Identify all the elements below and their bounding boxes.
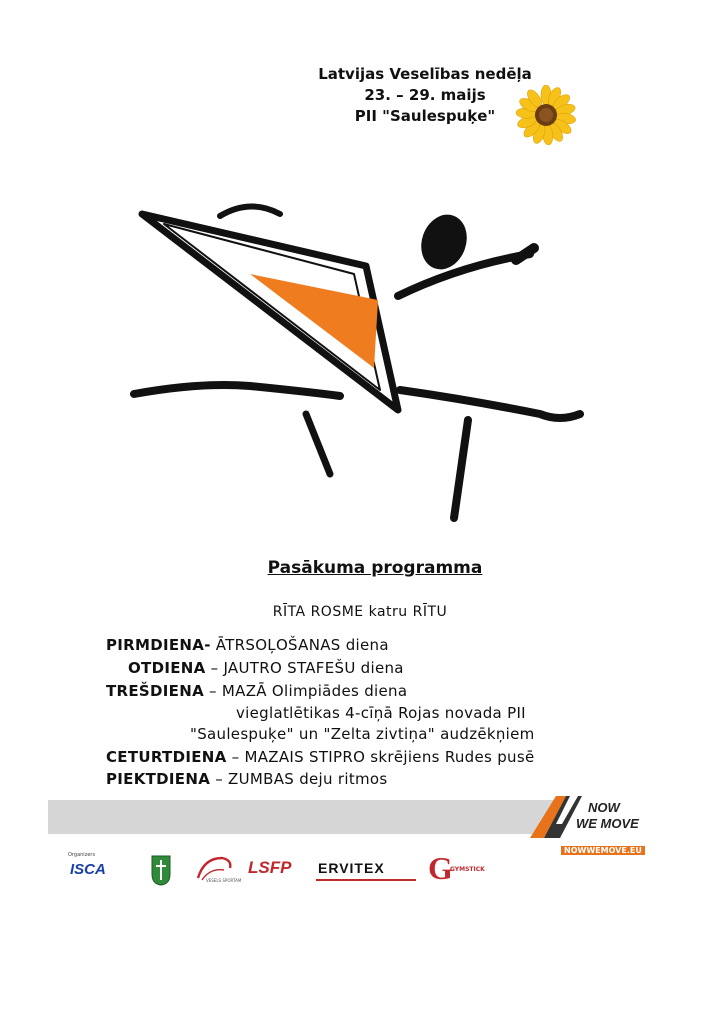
- day-activity: – ZUMBAS deju ritmos: [210, 770, 388, 788]
- sponsor-logos: [68, 852, 548, 892]
- schedule-thursday: [106, 748, 534, 766]
- schedule-monday: [106, 636, 389, 654]
- day-name: TREŠDIENA: [106, 682, 204, 700]
- day-name: CETURTDIENA: [106, 748, 227, 766]
- ervitex-logo: ERVITEX: [318, 860, 385, 876]
- sunflower-icon: [512, 85, 580, 145]
- day-name: PIRMDIENA-: [106, 636, 211, 654]
- day-activity: – MAZAIS STIPRO skrējiens Rudes pusē: [226, 748, 535, 766]
- event-dates: 23. – 29. maijs: [364, 86, 486, 104]
- campaign-line2: WE MOVE: [576, 816, 639, 831]
- organizer-label: Organizers: [68, 852, 96, 858]
- footer-banner: [48, 800, 554, 834]
- runner-logo: [130, 178, 600, 528]
- vesels-sportam-text: VESELS SPORTAM: [206, 878, 242, 883]
- program-title: Pasākuma programma: [267, 558, 483, 578]
- day-name: OTDIENA: [128, 659, 206, 677]
- morning-exercise: RĪTA ROSME katru RĪTU: [272, 604, 448, 620]
- gymstick-g-icon: G: [428, 850, 453, 886]
- schedule-friday: [106, 770, 388, 788]
- isca-logo: ISCA: [70, 861, 106, 878]
- schedule-wednesday: [106, 682, 407, 700]
- event-venue: PII "Saulespuķe": [354, 107, 496, 125]
- campaign-line1: NOW: [588, 800, 620, 815]
- gymstick-logo: GYMSTICK: [450, 866, 485, 873]
- day-activity: ĀTRSOĻOŠANAS diena: [210, 636, 389, 654]
- day-activity: – MAZĀ Olimpiādes diena: [203, 682, 408, 700]
- crest-logo: [150, 852, 172, 886]
- campaign-url: NOWWEMOVE.EU: [561, 846, 645, 855]
- day-activity: "Saulespuķe" un "Zelta zivtiņa" audzēkņiem: [190, 725, 535, 743]
- lsfp-logo: LSFP: [248, 858, 292, 877]
- schedule-wednesday-cont-2: [190, 725, 535, 743]
- day-activity: – JAUTRO STAFEŠU diena: [205, 659, 404, 677]
- schedule-tuesday: [128, 659, 404, 677]
- ervitex-underline: [316, 879, 416, 881]
- day-name: PIEKTDIENA: [106, 770, 211, 788]
- schedule-wednesday-cont-1: [236, 704, 526, 722]
- event-title: Latvijas Veselības nedēļa: [318, 65, 532, 83]
- day-activity: vieglatlētikas 4-cīņā Rojas novada PII: [236, 704, 526, 722]
